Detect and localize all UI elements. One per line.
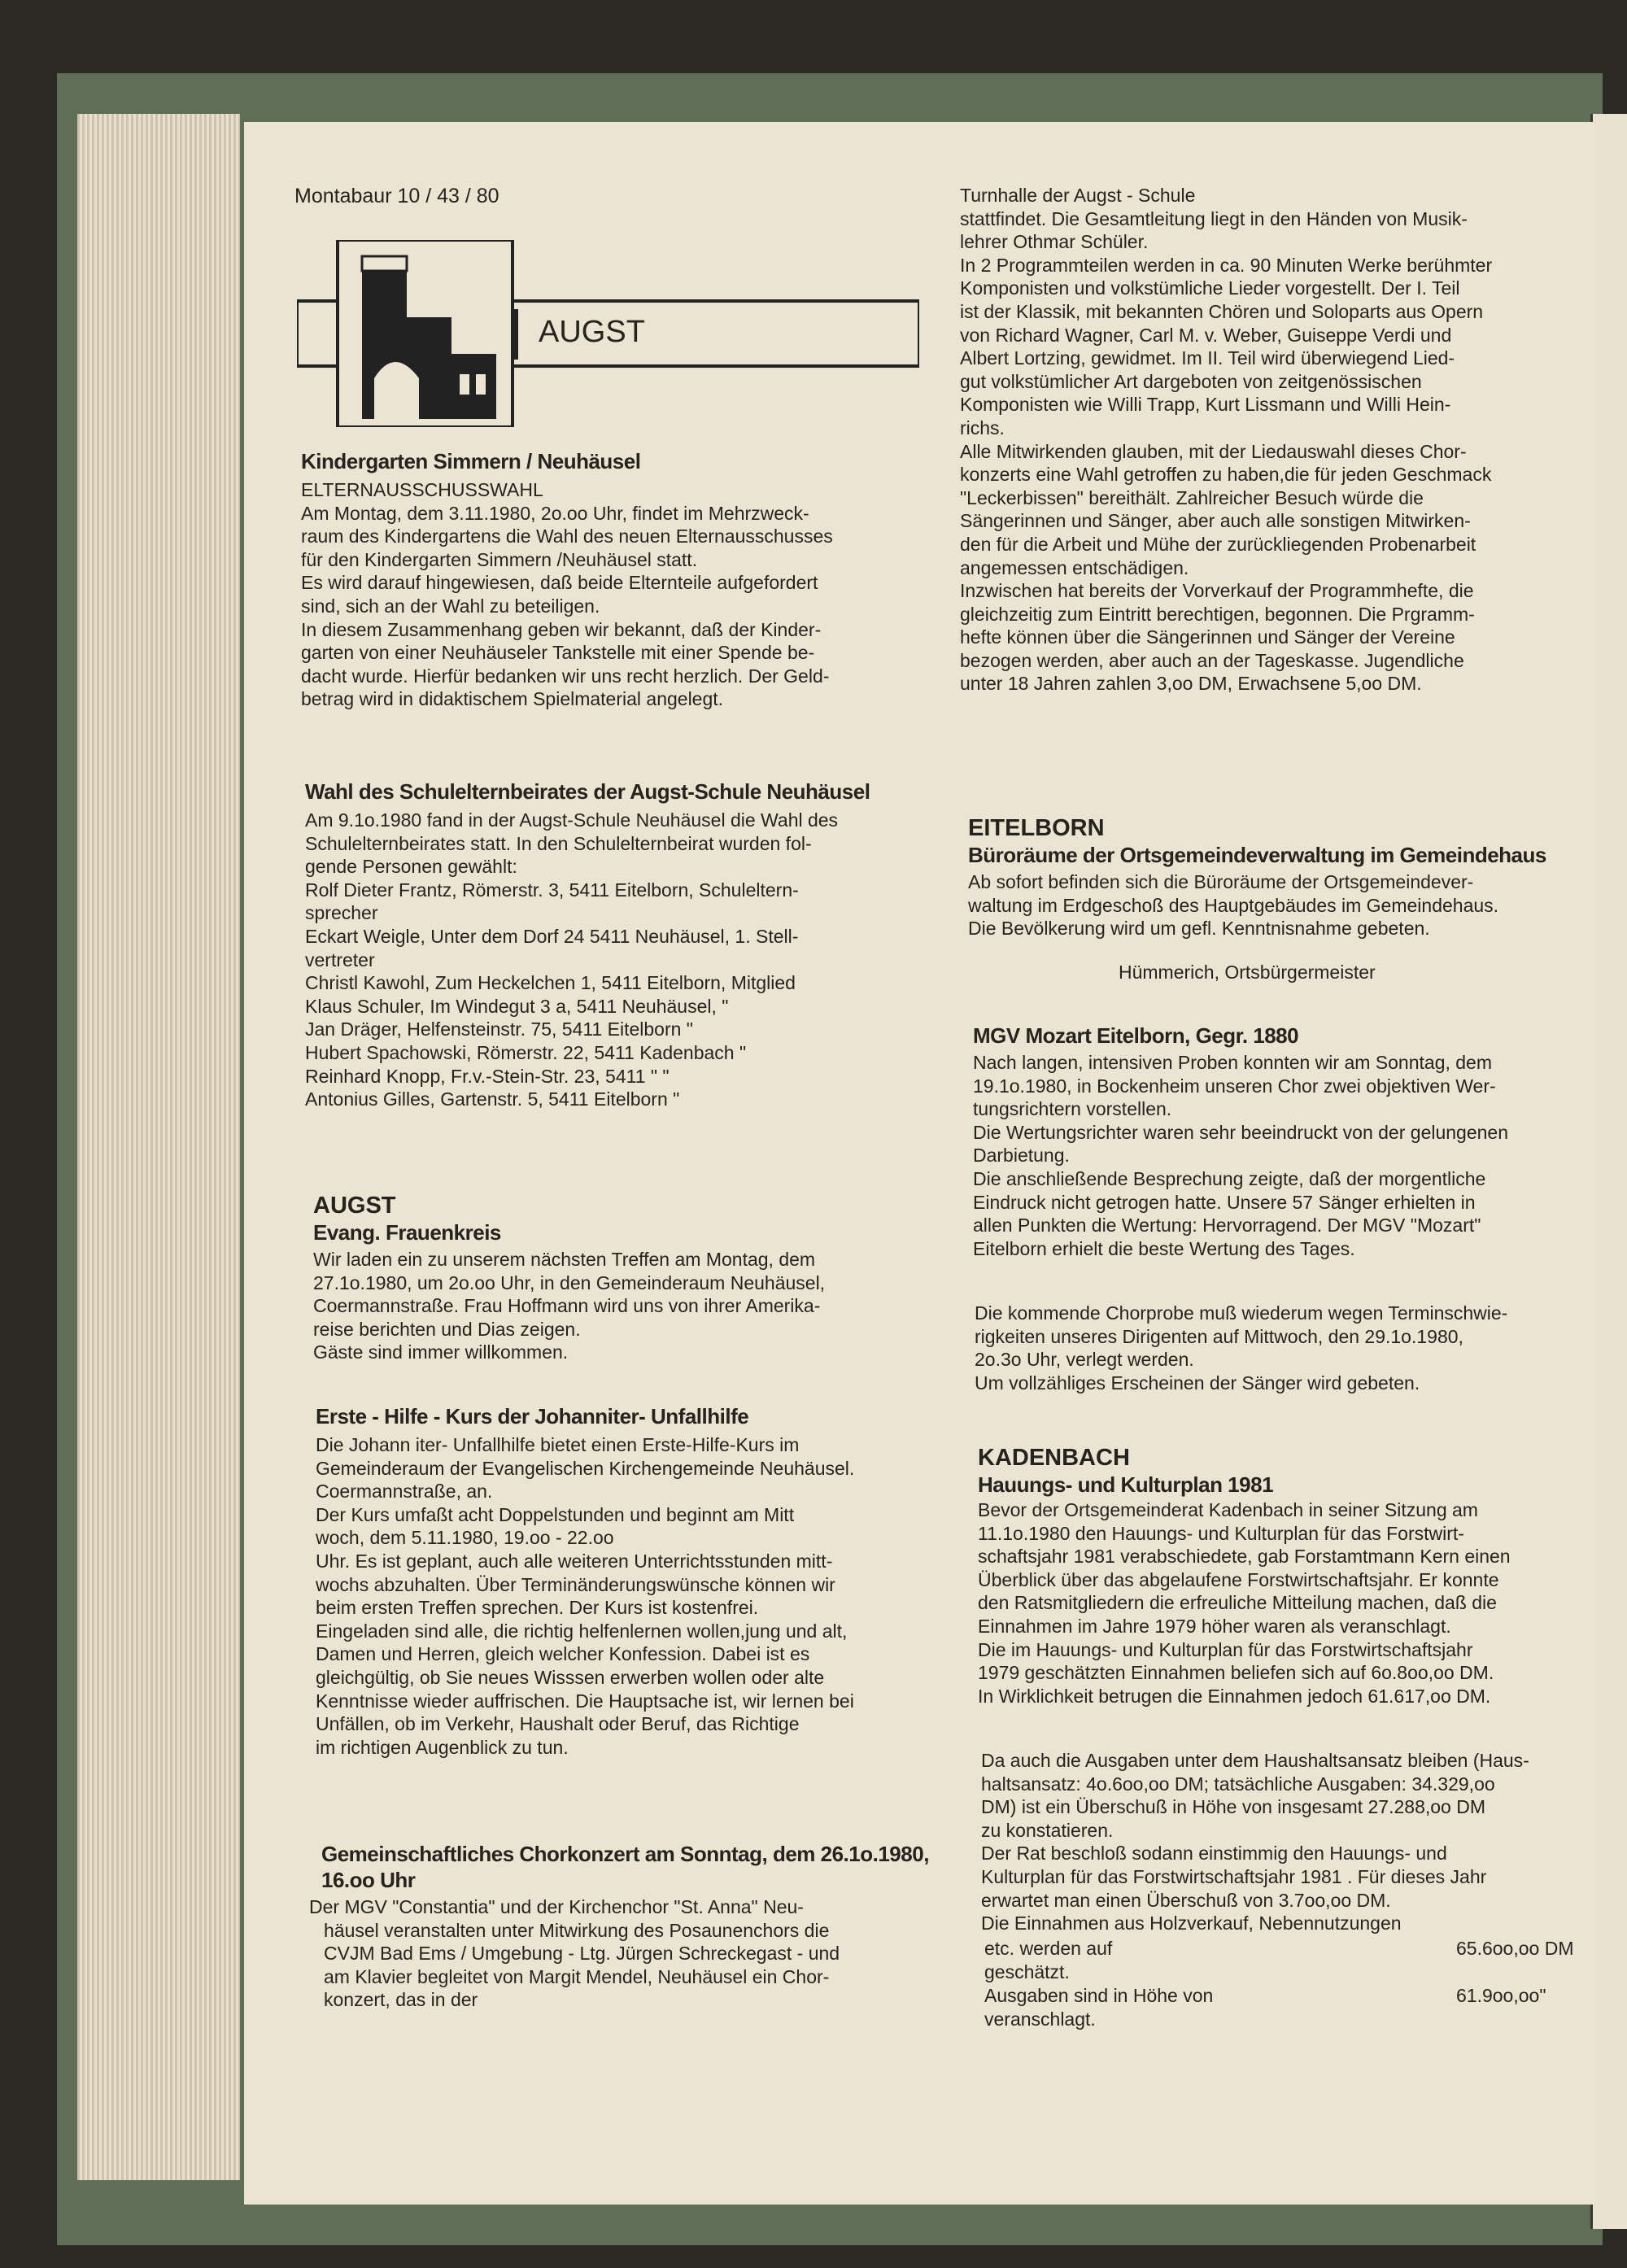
text-line: Reinhard Knopp, Fr.v.-Stein-Str. 23, 5411 " " [305,1065,670,1087]
text-line: Jan Dräger, Helfensteinstr. 75, 5411 Eitelborn " [305,1018,693,1040]
text-line: Einnahmen im Jahre 1979 höher waren als veranschlagt. [978,1615,1451,1637]
text-line: 11.1o.1980 den Hauungs- und Kulturplan für das Forstwirt- [978,1522,1464,1544]
section-title: Erste - Hilfe - Kurs der Johanniter- Unfallhilfe [316,1404,749,1428]
text-line: dacht wurde. Hierfür bedanken wir uns recht herzlich. Der Geld- [301,665,830,687]
text-line: Am 9.1o.1980 fand in der Augst-Schule Neuhäusel die Wahl des [305,809,839,831]
text-line: Coermannstraße, an. [316,1481,493,1503]
text-line: Um vollzähliges Erscheinen der Sänger wird gebeten. [975,1372,1420,1394]
text-line: 27.1o.1980, um 2o.oo Uhr, in den Gemeinderaum Neuhäusel, [313,1271,826,1293]
logo-title: AUGST [539,315,645,349]
text-line: Die Wertungsrichter waren sehr beeindruckt von der gelungenen [973,1121,1509,1143]
text-line: Kenntnisse wieder auffrischen. Die Hauptsache ist, wir lernen bei [316,1690,854,1712]
text-line: Die Bevölkerung wird um gefl. Kenntnisnahme gebeten. [968,918,1430,940]
text-line: Schulelternbeirates statt. In den Schulelternbeirat wurden fol- [305,832,812,854]
facing-page [1590,114,1627,2229]
article-body [978,1498,1511,1708]
page-edges [77,114,240,2180]
text-line: angemessen entschädigen. [960,556,1189,578]
text-line: sprecher [305,902,378,924]
text-line: Antonius Gilles, Gartenstr. 5, 5411 Eitelborn " [305,1088,680,1110]
budget-label: etc. werden auf [984,1938,1113,1959]
text-line: Die anschließende Besprechung zeigte, daß der morgentliche [973,1167,1486,1189]
text-line: Damen und Herren, gleich welcher Konfession. Dabei ist es [316,1643,810,1665]
budget-value: 61.9oo,oo" [1456,1985,1546,2006]
text-line: haltsansatz: 4o.6oo,oo DM; tatsächliche Ausgaben: 34.329,oo [981,1773,1495,1795]
text-line: DM) ist ein Überschuß in Höhe von insgesamt 27.288,oo DM [981,1796,1486,1818]
text-line: gleichzeitig zum Eintritt berechtigen, begonnen. Die Prgramm- [960,603,1475,625]
text-line: reise berichten und Dias zeigen. [313,1318,581,1340]
text-line: Wir laden ein zu unserem nächsten Treffen am Montag, dem [313,1249,816,1270]
section-title-line2: 16.oo Uhr [321,1868,416,1892]
text-line: tungsrichtern vorstellen. [973,1098,1172,1120]
article-body [968,870,1498,940]
text-line: Rolf Dieter Frantz, Römerstr. 3, 5411 Eitelborn, Schuleltern- [305,879,799,901]
text-line: schaftsjahr 1981 verabschiedete, gab Forstamtmann Kern einen [978,1546,1511,1568]
article-body [301,478,833,711]
page-header: Montabaur 10 / 43 / 80 [294,185,499,207]
section-title: Kindergarten Simmern / Neuhäusel [301,449,641,473]
text-line: Albert Lortzing, gewidmet. Im II. Teil wird überwiegend Lied- [960,347,1455,369]
text-line: Ab sofort befinden sich die Büroräume der Ortsgemeindever- [968,871,1474,892]
text-line: zu konstatieren. [981,1819,1114,1841]
text-line: waltung im Erdgeschoß des Hauptgebäudes im Gemeindehaus. [968,894,1499,916]
text-line: Überblick über das abgelaufene Forstwirtschaftsjahr. Er konnte [978,1568,1499,1590]
text-line: Die Johann iter- Unfallhilfe bietet einen Erste-Hilfe-Kurs im [316,1434,800,1455]
text-line: bezogen werden, aber auch an der Tageskasse. Jugendliche [960,649,1464,671]
text-line: wochs abzuhalten. Über Terminänderungswünsche können wir [316,1573,835,1595]
text-line: am Klavier begleitet von Margit Mendel, Neuhäusel ein Chor- [324,1965,830,1987]
text-line: Nach langen, intensiven Proben konnten wir am Sonntag, dem [973,1052,1493,1073]
text-line: den für die Arbeit und Mühe der zurückliegenden Probenarbeit [960,533,1477,555]
text-line: Es wird darauf hingewiesen, daß beide Elternteile aufgefordert [301,572,818,594]
text-line: ist der Klassik, mit bekannten Chören und Soloparts aus Opern [960,300,1484,322]
article-body [309,1895,840,2012]
text-line: Turnhalle der Augst - Schule [960,185,1196,206]
section-title: Evang. Frauenkreis [313,1220,501,1245]
text-line: Komponisten wie Willi Trapp, Kurt Lissmann und Willi Hein- [960,394,1451,416]
text-line: von Richard Wagner, Carl M. v. Weber, Guiseppe Verdi und [960,324,1452,346]
text-line: Der MGV "Constantia" und der Kirchenchor "St. Anna" Neu- [309,1896,804,1917]
section-title: Hauungs- und Kulturplan 1981 [978,1472,1274,1497]
section-title: Wahl des Schulelternbeirates der Augst-Schule Neuhäusel [305,779,870,804]
text-line: lehrer Othmar Schüler. [960,231,1149,253]
text-line: Der Kurs umfaßt acht Doppelstunden und beginnt am Mitt [316,1503,795,1525]
text-line: Der Rat beschloß sodann einstimmig den Hauungs- und [981,1843,1447,1865]
text-line: Eindruck nicht getrogen hatte. Unsere 57 Sänger erhielten in [973,1191,1476,1213]
text-line: garten von einer Neuhäuseler Tankstelle mit einer Spende be- [301,642,815,664]
section-title: Gemeinschaftliches Chorkonzert am Sonntag, dem 26.1o.1980, [321,1842,929,1866]
text-line: 1979 geschätzten Einnahmen beliefen sich auf 6o.8oo,oo DM. [978,1662,1494,1684]
text-line: Komponisten und volkstümliche Lieder vorgestellt. Der I. Teil [960,277,1460,299]
article-body [316,1433,854,1759]
text-line: Sängerinnen und Sänger, aber auch alle sonstigen Mitwirken- [960,510,1471,532]
text-line: gende Personen gewählt: [305,856,517,878]
text-line: richs. [960,417,1005,438]
budget-tail: geschätzt. [984,1961,1070,1982]
text-line: Am Montag, dem 3.11.1980, 2o.oo Uhr, findet im Mehrzweck- [301,502,809,524]
text-line: Darbietung. [973,1145,1070,1167]
text-line: Alle Mitwirkenden glauben, mit der Liedauswahl dieses Chor- [960,440,1467,462]
text-line: häusel veranstalten unter Mitwirkung des Posaunenchors die [324,1919,830,1941]
text-line: hefte können über die Sängerinnen und Sänger der Vereine [960,626,1455,648]
article-body [975,1302,1507,1394]
article-body [973,1051,1508,1260]
text-line: allen Punkten die Wertung: Hervorragend. Der MGV "Mozart" [973,1215,1481,1236]
text-line: 2o.3o Uhr, verlegt werden. [975,1349,1194,1371]
town-heading: KADENBACH [978,1445,1130,1471]
text-line: raum des Kindergartens die Wahl des neuen Elternausschusses [301,526,833,547]
text-line: sind, sich an der Wahl zu beteiligen. [301,595,600,617]
text-line: In Wirklichkeit betrugen die Einnahmen jedoch 61.617,oo DM. [978,1685,1491,1707]
text-line: ELTERNAUSSCHUSSWAHL [301,479,543,500]
section-title: MGV Mozart Eitelborn, Gegr. 1880 [973,1023,1299,1048]
text-line: CVJM Bad Ems / Umgebung - Ltg. Jürgen Schreckegast - und [324,1943,840,1965]
town-heading: EITELBORN [968,815,1105,841]
text-line: Inzwischen hat bereits der Vorverkauf der Programmhefte, die [960,580,1474,602]
article-body [313,1248,825,1364]
text-line: Eitelborn erhielt die beste Wertung des Tages. [973,1237,1355,1259]
text-line: Da auch die Ausgaben unter dem Haushaltsansatz bleiben (Haus- [981,1750,1529,1771]
article-body [305,809,838,1111]
text-line: Gäste sind immer willkommen. [313,1341,569,1363]
text-line: Die Einnahmen aus Holzverkauf, Nebennutzungen [981,1913,1402,1934]
text-line: Klaus Schuler, Im Windegut 3 a, 5411 Neuhäusel, " [305,995,729,1017]
article-body [981,1749,1529,1935]
text-line: betrag wird in didaktischem Spielmaterial angelegt. [301,688,724,710]
text-line: Kulturplan für das Forstwirtschaftsjahr 1981 . Für dieses Jahr [981,1865,1487,1887]
article-body [960,184,1492,696]
section-title: Büroräume der Ortsgemeindeverwaltung im Gemeindehaus [968,843,1546,867]
text-line: konzert, das in der [324,1989,478,2011]
text-line: Unfällen, ob im Verkehr, Haushalt oder Beruf, das Richtige [316,1713,800,1735]
text-line: den Ratsmitgliedern die erfreuliche Mitteilung machen, daß die [978,1592,1497,1614]
text-line: vertreter [305,949,375,970]
text-line: erwartet man einen Überschuß von 3.7oo,oo DM. [981,1889,1391,1911]
text-line: gleichgültig, ob Sie neues Wisssen erwerben wollen oder alte [316,1666,825,1688]
text-line: unter 18 Jahren zahlen 3,oo DM, Erwachsene 5,oo DM. [960,673,1422,695]
text-line: gut volkstümlicher Art dargeboten von zeitgenössischen [960,370,1422,392]
budget-tail: veranschlagt. [984,2008,1096,2030]
text-line: rigkeiten unseres Dirigenten auf Mittwoch, den 29.1o.1980, [975,1325,1463,1347]
signature-line: Hümmerich, Ortsbürgermeister [1119,962,1376,983]
text-line: konzerts eine Wahl getroffen zu haben,die für jeden Geschmack [960,464,1492,486]
text-line: In 2 Programmteilen werden in ca. 90 Minuten Werke berühmter [960,254,1493,276]
text-line: 19.1o.1980, in Bockenheim unseren Chor zwei objektiven Wer- [973,1075,1496,1097]
text-line: Bevor der Ortsgemeinderat Kadenbach in seiner Sitzung am [978,1499,1478,1520]
text-line: In diesem Zusammenhang geben wir bekannt, daß der Kinder- [301,618,822,640]
text-line: im richtigen Augenblick zu tun. [316,1736,569,1758]
text-line: Eingeladen sind alle, die richtig helfenlernen wollen,jung und alt, [316,1620,848,1642]
text-line: Eckart Weigle, Unter dem Dorf 24 5411 Neuhäusel, 1. Stell- [305,925,799,947]
text-line: Christl Kawohl, Zum Heckelchen 1, 5411 Eitelborn, Mitglied [305,972,796,994]
town-heading: AUGST [313,1193,396,1219]
text-line: für den Kindergarten Simmern /Neuhäusel statt. [301,548,698,570]
text-line: Uhr. Es ist geplant, auch alle weiteren Unterrichtsstunden mitt- [316,1550,833,1572]
text-line: Die im Hauungs- und Kulturplan für das Forstwirtschaftsjahr [978,1638,1473,1660]
budget-label: Ausgaben sind in Höhe von [984,1985,1214,2006]
text-line: Coermannstraße. Frau Hoffmann wird uns von ihrer Amerika- [313,1295,821,1317]
text-line: "Leckerbissen" bereithält. Zahlreicher Besuch würde die [960,486,1424,508]
text-line: beim ersten Treffen sprechen. Der Kurs ist kostenfrei. [316,1597,759,1619]
text-line: Gemeinderaum der Evangelischen Kirchengemeinde Neuhäusel. [316,1457,855,1479]
text-line: stattfindet. Die Gesamtleitung liegt in den Händen von Musik- [960,207,1468,229]
budget-value: 65.6oo,oo DM [1456,1938,1574,1959]
text-line: Die kommende Chorprobe muß wiederum wegen Terminschwie- [975,1302,1508,1324]
text-line: Hubert Spachowski, Römerstr. 22, 5411 Kadenbach " [305,1041,747,1063]
text-line: woch, dem 5.11.1980, 19.oo - 22.oo [316,1527,614,1549]
